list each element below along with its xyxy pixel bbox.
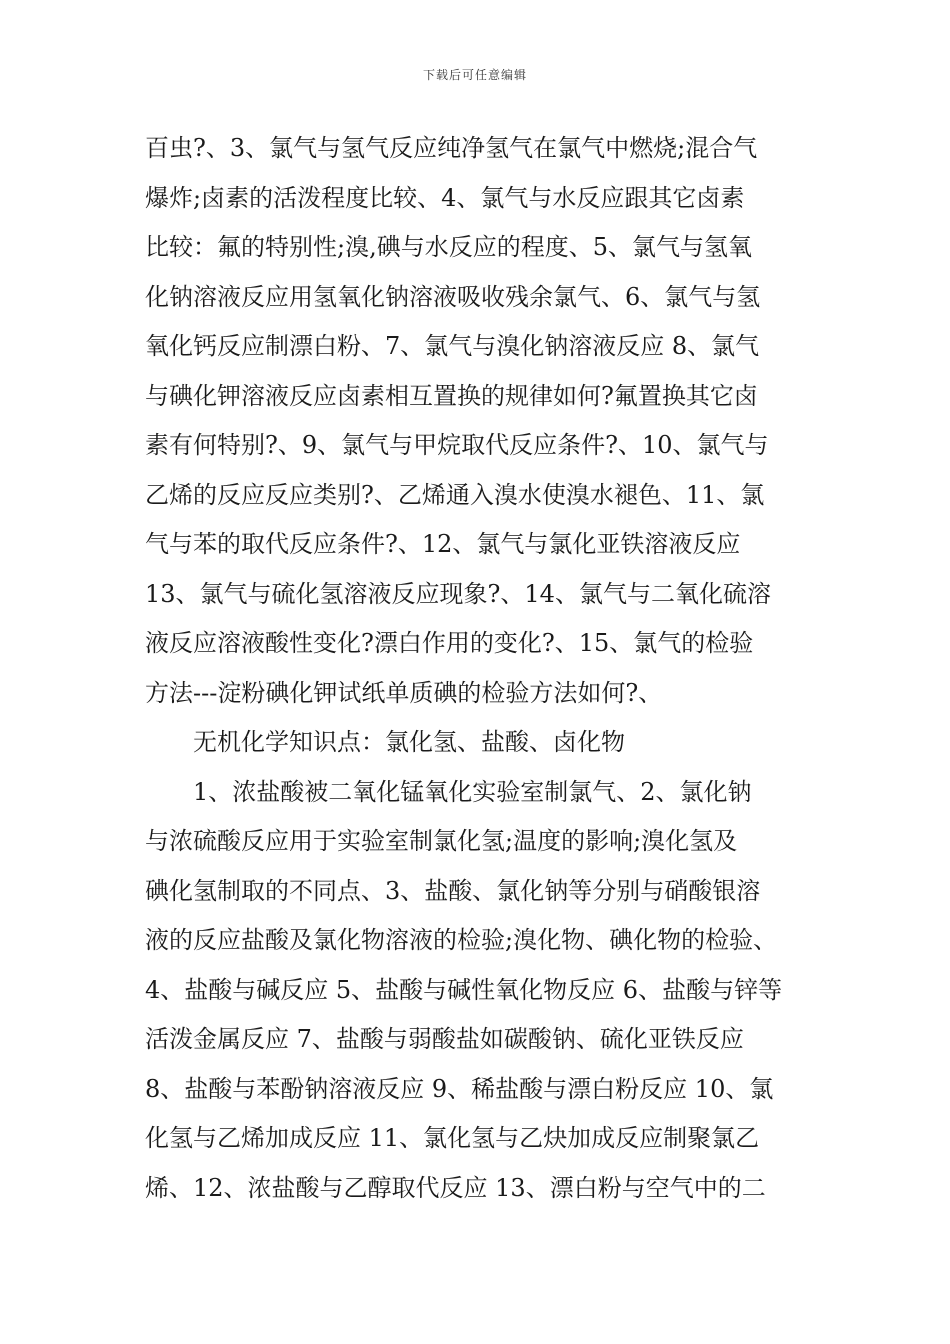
- text-line: 与浓硫酸反应用于实验室制氯化氢;温度的影响;溴化氢及: [145, 827, 738, 855]
- text-line: 8、盐酸与苯酚钠溶液反应 9、稀盐酸与漂白粉反应 10、氯: [145, 1074, 774, 1103]
- paragraph-hydrogen-chloride: [145, 768, 825, 1214]
- text-line: 液反应溶液酸性变化?漂白作用的变化?、15、氯气的检验: [145, 629, 754, 657]
- text-line: 化钠溶液反应用氢氧化钠溶液吸收残余氯气、6、氯气与氢: [145, 282, 761, 311]
- text-line: 活泼金属反应 7、盐酸与弱酸盐如碳酸钠、硫化亚铁反应: [145, 1025, 744, 1053]
- text-line: 比较：氟的特别性;溴,碘与水反应的程度、5、氯气与氢氧: [145, 233, 752, 261]
- text-line: 烯、12、浓盐酸与乙醇取代反应 13、漂白粉与空气中的二: [145, 1173, 766, 1202]
- text-line: 百虫?、3、氯气与氢气反应纯净氢气在氯气中燃烧;混合气: [145, 134, 758, 162]
- text-line: 氧化钙反应制漂白粉、7、氯气与溴化钠溶液反应 8、氯气: [145, 332, 760, 360]
- text-line: 乙烯的反应反应类别?、乙烯通入溴水使溴水褪色、11、氯: [145, 480, 765, 509]
- text-line: 与碘化钾溶液反应卤素相互置换的规律如何?氟置换其它卤: [145, 381, 758, 410]
- page-header: 下载后可任意编辑: [422, 68, 527, 82]
- section-heading: 无机化学知识点：氯化氢、盐酸、卤化物: [193, 728, 625, 756]
- text-line: 液的反应盐酸及氯化物溶液的检验;溴化物、碘化物的检验、: [145, 926, 778, 954]
- text-line: 素有何特别?、9、氯气与甲烷取代反应条件?、10、氯气与: [145, 431, 769, 459]
- document-body: [145, 124, 825, 1213]
- text-line: 碘化氢制取的不同点、3、盐酸、氯化钠等分别与硝酸银溶: [145, 876, 761, 905]
- paragraph-chlorine-reactions: [145, 124, 825, 718]
- text-line: 化氢与乙烯加成反应 11、氯化氢与乙炔加成反应制聚氯乙: [145, 1124, 760, 1152]
- text-line: 1、浓盐酸被二氧化锰氧化实验室制氯气、2、氯化钠: [193, 777, 752, 806]
- text-line: 13、氯气与硫化氢溶液反应现象?、14、氯气与二氧化硫溶: [145, 579, 771, 608]
- text-line: 气与苯的取代反应条件?、12、氯气与氯化亚铁溶液反应: [145, 530, 741, 558]
- text-line: 爆炸;卤素的活泼程度比较、4、氯气与水反应跟其它卤素: [145, 183, 745, 212]
- text-line: 4、盐酸与碱反应 5、盐酸与碱性氧化物反应 6、盐酸与锌等: [145, 975, 783, 1004]
- text-line: 方法---淀粉碘化钾试纸单质碘的检验方法如何?、: [145, 678, 663, 707]
